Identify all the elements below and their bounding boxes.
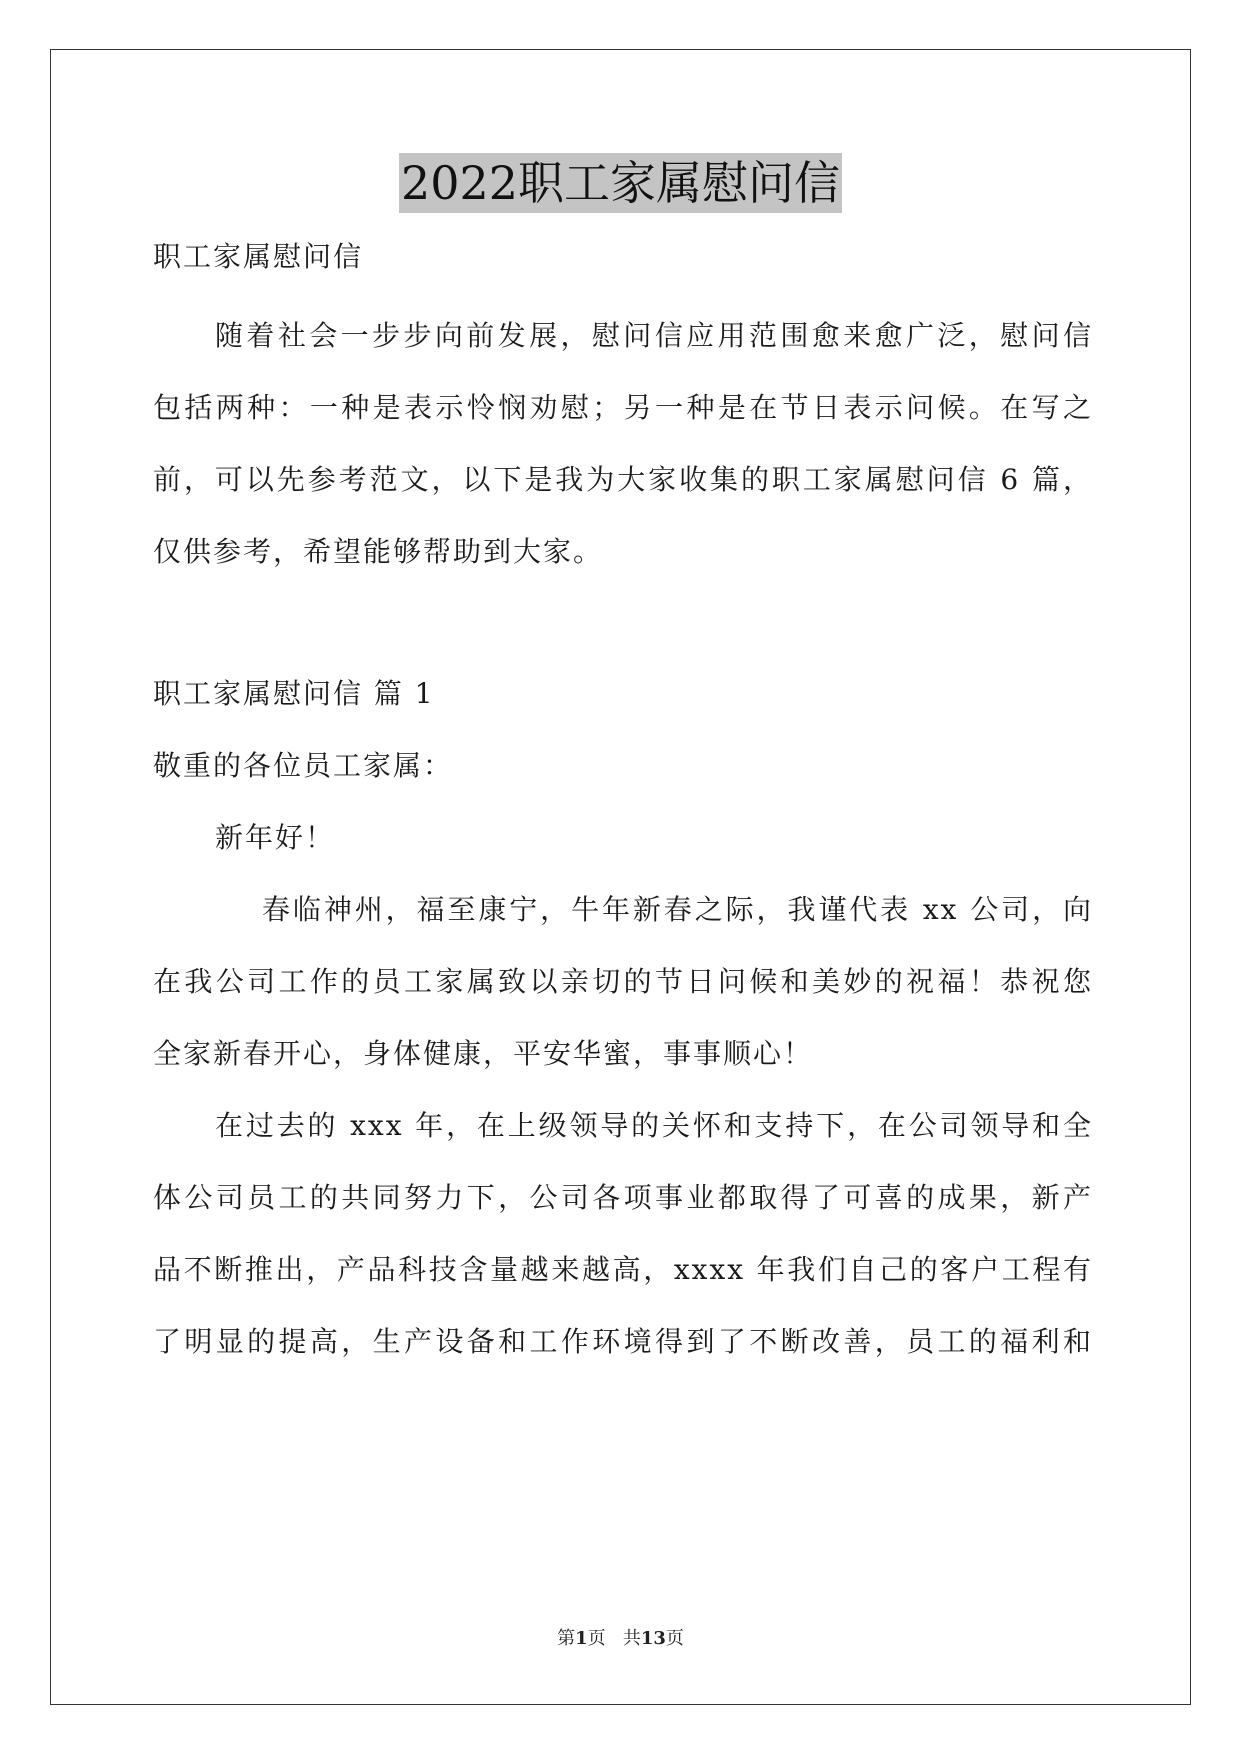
paragraph-line: 仅供参考，希望能够帮助到大家。 (153, 535, 604, 568)
document-title: 2022职工家属慰问信 (399, 153, 842, 213)
total-pages-number: 13 (640, 1628, 666, 1649)
page-footer (0, 1627, 1241, 1651)
paragraph-line: 随着社会一步步向前发展，慰问信应用范围愈来愈广泛，慰问信 (215, 319, 1093, 352)
paragraph-line: 前，可以先参考范文，以下是我为大家收集的职工家属慰问信 6 篇， (153, 463, 1093, 496)
paragraph-line: 春临神州，福至康宁，牛年新春之际，我谨代表 xx 公司，向 (262, 893, 1093, 926)
footer-total-suffix: 页 (665, 1628, 684, 1649)
page-border (50, 49, 1191, 1705)
title-container (0, 153, 1241, 213)
footer-total-prefix: 共 (622, 1628, 641, 1649)
paragraph-line: 包括两种：一种是表示怜悯劝慰；另一种是在节日表示问候。在写之 (153, 391, 1093, 424)
paragraph-line: 全家新春开心，身体健康，平安华蜜，事事顺心！ (153, 1037, 814, 1070)
paragraph-line: 了明显的提高，生产设备和工作环境得到了不断改善，员工的福利和 (153, 1325, 1093, 1358)
subtitle-line: 职工家属慰问信 (153, 240, 364, 273)
footer-prefix: 第 (557, 1628, 576, 1649)
greeting-line: 新年好！ (215, 821, 336, 854)
paragraph-line: 在过去的 xxx 年，在上级领导的关怀和支持下，在公司领导和全 (215, 1109, 1093, 1142)
paragraph-line: 在我公司工作的员工家属致以亲切的节日问候和美妙的祝福！恭祝您 (153, 965, 1093, 998)
section-heading: 职工家属慰问信 篇 1 (153, 677, 435, 710)
paragraph-line: 体公司员工的共同努力下，公司各项事业都取得了可喜的成果，新产 (153, 1181, 1093, 1214)
salutation-line: 敬重的各位员工家属： (153, 749, 454, 782)
current-page-number: 1 (575, 1628, 588, 1649)
paragraph-line: 品不断推出，产品科技含量越来越高，xxxx 年我们自己的客户工程有 (153, 1253, 1093, 1286)
footer-page-suffix: 页 (587, 1628, 606, 1649)
